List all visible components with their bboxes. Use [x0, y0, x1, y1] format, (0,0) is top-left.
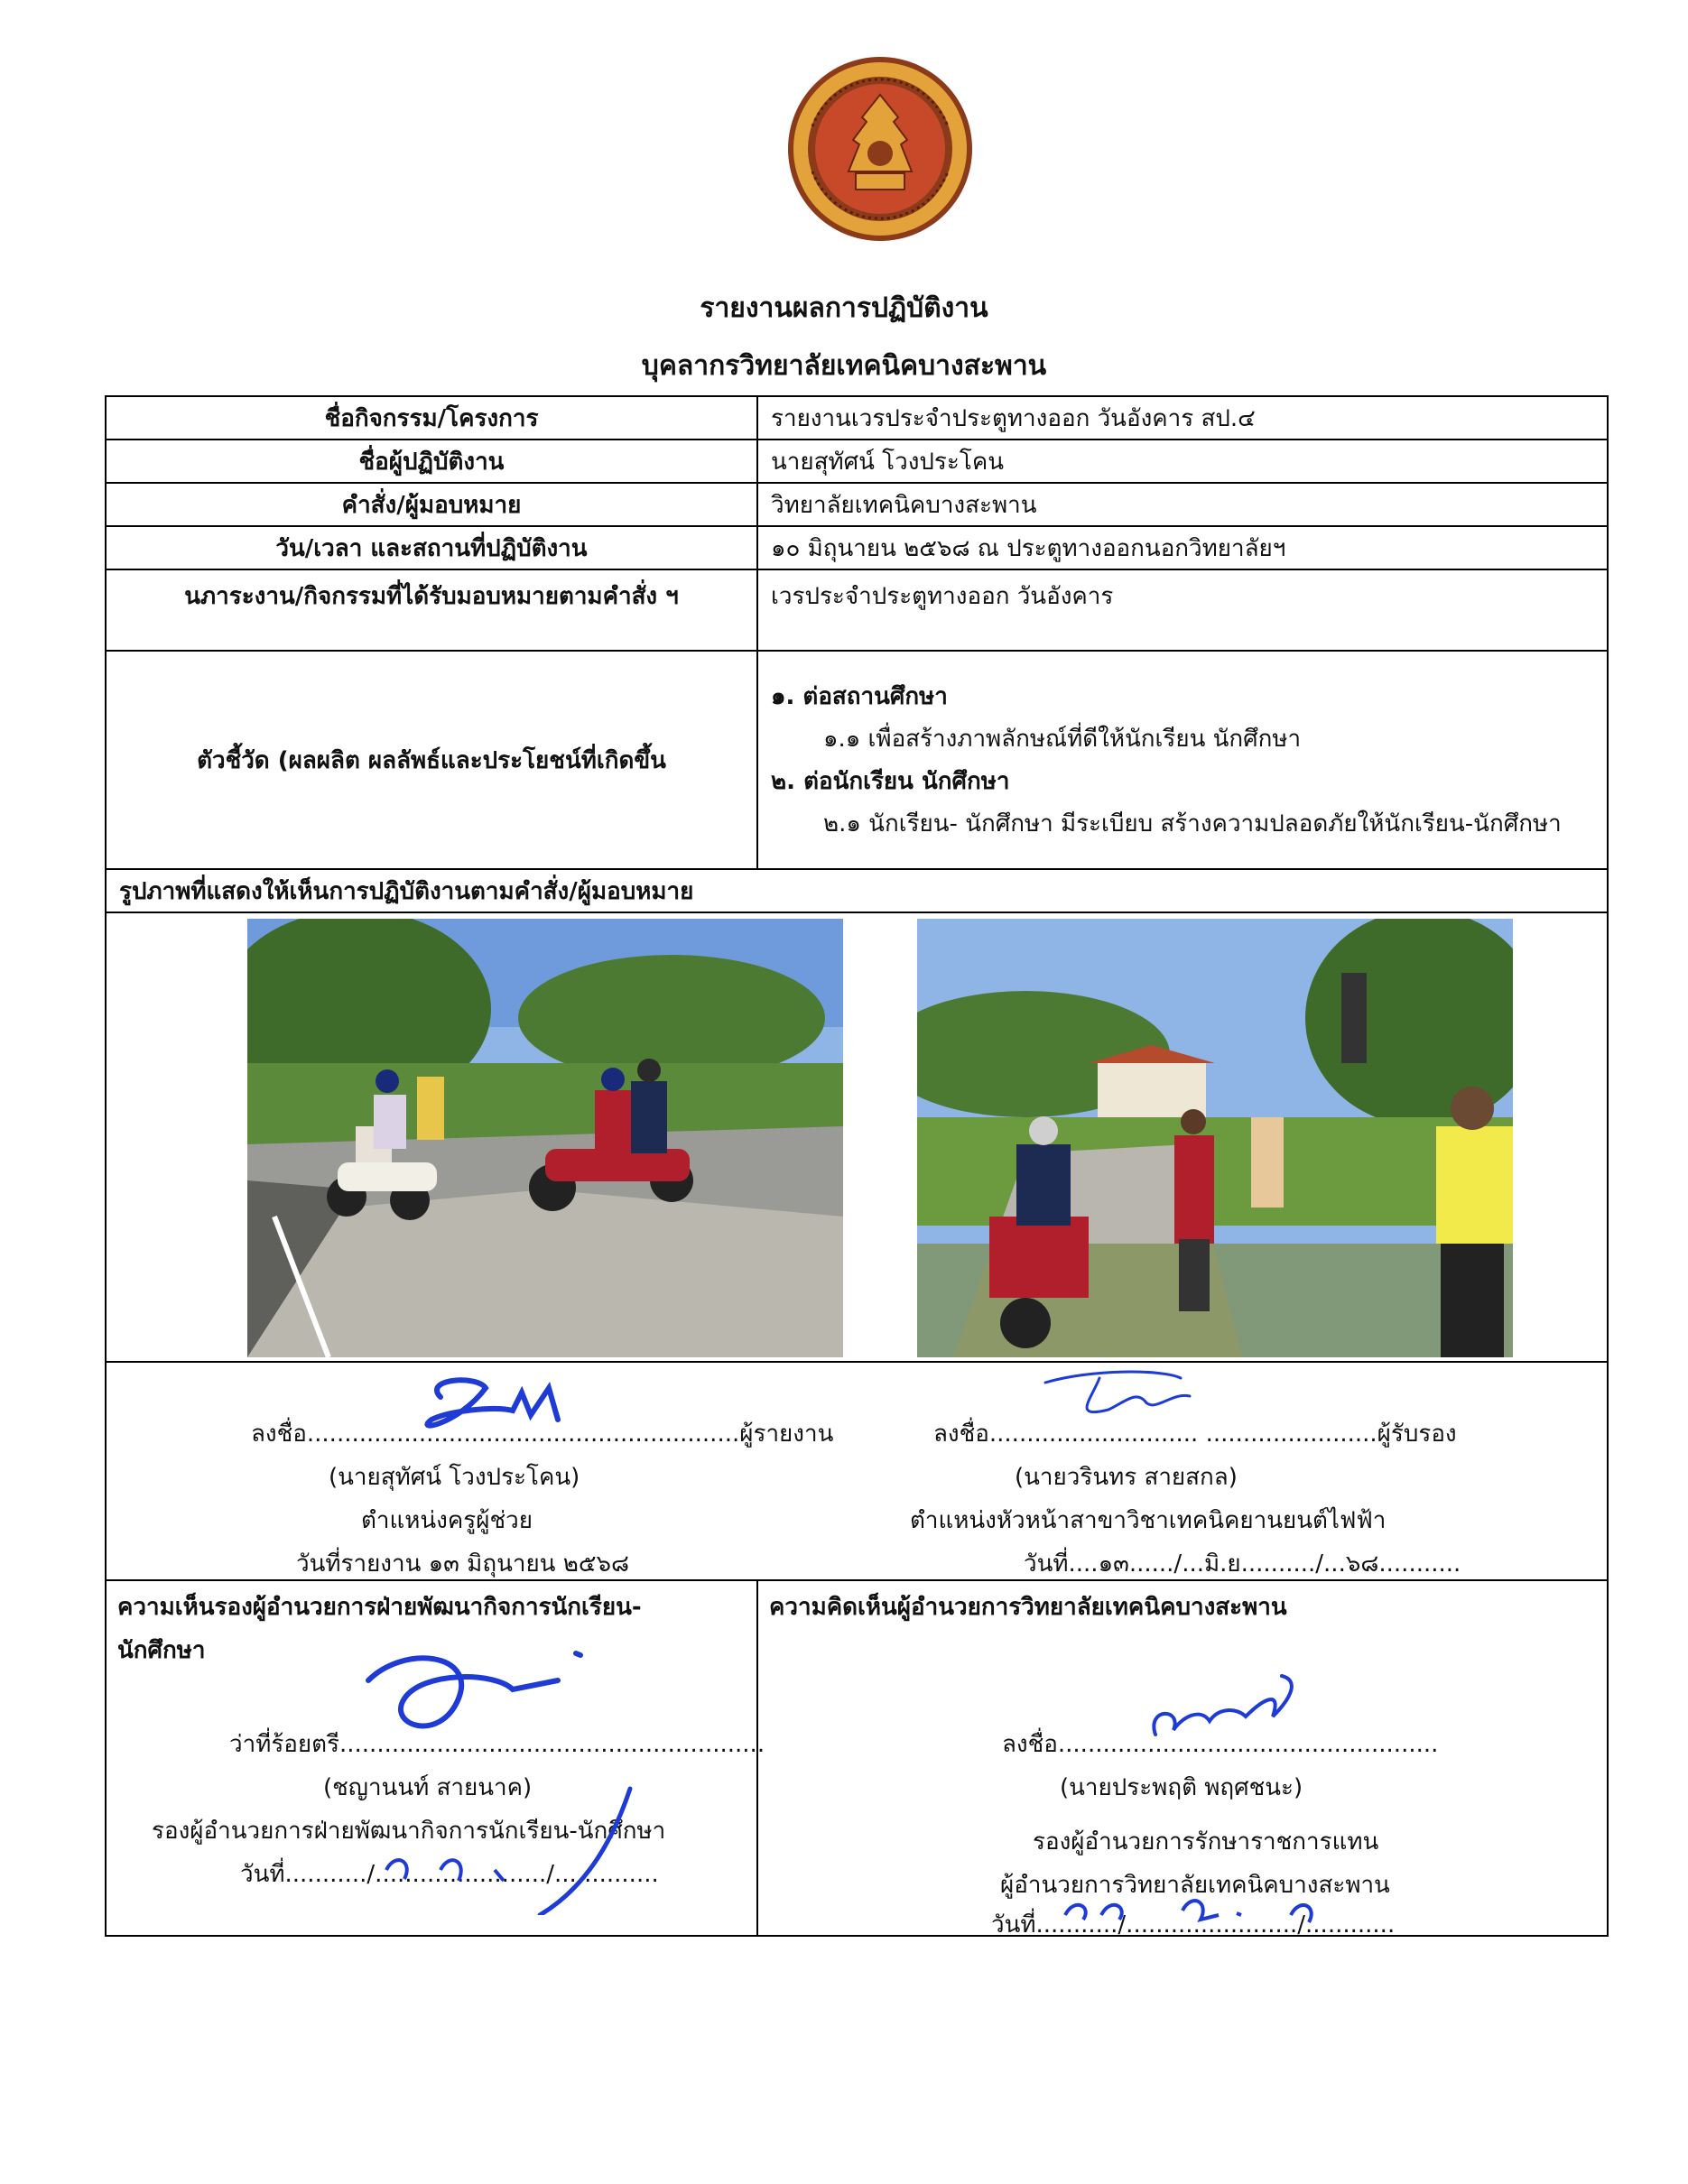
activity-value: รายงานเวรประจำประตูทางออก วันอังคาร สป.๔ — [757, 396, 1608, 440]
photos-label: รูปภาพที่แสดงให้เห็นการปฏิบัติงานตามคำสั่ง/ผู้มอบหมาย — [106, 869, 1608, 912]
indicator-heading-2: ๒. ต่อนักเรียน นักศึกษา — [771, 768, 1010, 795]
deputy-position: รองผู้อำนวยการฝ่ายพัฒนากิจการนักเรียน-นักศึกษา — [152, 1818, 666, 1845]
deputy-name: (ชญานนท์ สายนาค) — [323, 1774, 533, 1801]
college-logo — [785, 54, 975, 244]
director-sign-line: ลงชื่อ................................................... — [1002, 1731, 1439, 1758]
order-label: คำสั่ง/ผู้มอบหมาย — [106, 483, 757, 526]
order-value: วิทยาลัยเทคนิคบางสะพาน — [757, 483, 1608, 526]
director-heading: ความคิดเห็นผู้อำนวยการวิทยาลัยเทคนิคบางสะพาน — [769, 1594, 1287, 1621]
indicator-label: ตัวชี้วัด (ผลผลิต ผลลัพธ์และประโยชน์ที่เกิดขึ้น — [106, 651, 757, 869]
certifier-sign-line: ลงชื่อ............................ .......................ผู้รับรอง — [933, 1421, 1457, 1448]
task-value: เวรประจำประตูทางออก วันอังคาร — [757, 569, 1608, 651]
date-value: ๑๐ มิถุนายน ๒๕๖๘ ณ ประตูทางออกนอกวิทยาลัยฯ — [757, 526, 1608, 569]
director-position-1: รองผู้อำนวยการรักษาราชการแทน — [1033, 1828, 1379, 1855]
deputy-date: วันที่.........../......................./.............. — [240, 1861, 659, 1888]
performer-value: นายสุทัศน์ โวงประโคน — [757, 440, 1608, 483]
reporter-position: ตำแหน่งครูผู้ช่วย — [361, 1507, 533, 1534]
indicator-item-2: ๒.๑ นักเรียน- นักศึกษา มีระเบียบ สร้างความปลอดภัยให้นักเรียน-นักศึกษา — [823, 810, 1562, 838]
certifier-date: วันที่....๑๓....../...มิ.ย........../...๖๘........... — [1024, 1550, 1461, 1578]
photo-area — [107, 913, 1607, 1361]
director-name: (นายประพฤติ พฤศชนะ) — [1060, 1774, 1303, 1801]
signature-section — [107, 1363, 1607, 1579]
performer-label: ชื่อผู้ปฏิบัติงาน — [106, 440, 757, 483]
opinion-director — [758, 1581, 1607, 1939]
report-title: รายงานผลการปฏิบัติงาน — [700, 292, 988, 324]
activity-label: ชื่อกิจกรรม/โครงการ — [106, 396, 757, 440]
report-table — [105, 395, 1609, 1937]
certifier-position: ตำแหน่งหัวหน้าสาขาวิชาเทคนิคยานยนต์ไฟฟ้า — [910, 1507, 1387, 1534]
reporter-date: วันที่รายงาน ๑๓ มิถุนายน ๒๕๖๘ — [296, 1550, 630, 1578]
photo-students-exit — [917, 919, 1513, 1357]
opinion-deputy — [107, 1581, 765, 1935]
task-label: นภาระงาน/กิจกรรมที่ได้รับมอบหมายตามคำสั่ง ฯ — [106, 569, 757, 651]
indicator-item-1: ๑.๑ เพื่อสร้างภาพลักษณ์ที่ดีให้นักเรียน นักศึกษา — [823, 726, 1302, 753]
director-date: วันที่.........../......................./............ — [991, 1911, 1396, 1939]
certifier-name: (นายวรินทร สายสกล) — [1015, 1464, 1238, 1491]
deputy-heading-2: นักศึกษา — [117, 1637, 206, 1664]
director-position-2: ผู้อำนวยการวิทยาลัยเทคนิคบางสะพาน — [1000, 1872, 1390, 1899]
deputy-sign-line: ว่าที่ร้อยตรี......................................................... — [229, 1731, 765, 1758]
date-label: วัน/เวลา และสถานที่ปฏิบัติงาน — [106, 526, 757, 569]
report-subtitle: บุคลากรวิทยาลัยเทคนิคบางสะพาน — [641, 350, 1047, 382]
deputy-heading-1: ความเห็นรองผู้อำนวยการฝ่ายพัฒนากิจการนักเรียน- — [117, 1594, 642, 1621]
reporter-name: (นายสุทัศน์ โวงประโคน) — [329, 1464, 580, 1491]
indicator-list — [757, 651, 1608, 869]
indicator-heading-1: ๑. ต่อสถานศึกษา — [771, 683, 948, 710]
reporter-sign-line: ลงชื่อ..........................................................ผู้รายงาน — [251, 1421, 834, 1448]
photo-gate-motorcycles — [247, 919, 843, 1357]
